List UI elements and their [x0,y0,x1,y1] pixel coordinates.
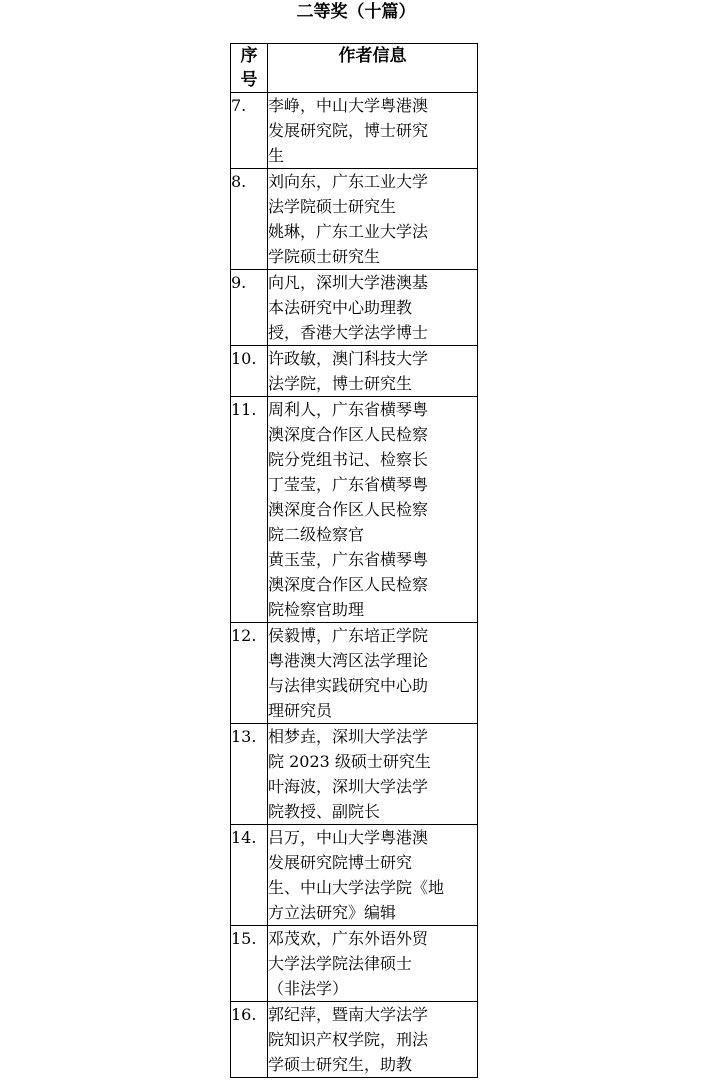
author-info-line: （非法学） [268,979,349,998]
author-info-line: 法学院硕士研究生 [268,197,397,216]
table-row [231,346,478,397]
author-info-line: 法学院，博士研究生 [268,374,413,393]
author-info-cell [268,270,478,346]
header-number-line: 序 [240,46,258,66]
author-info-line: 李峥，中山大学粤港澳 [268,96,429,115]
author-info-line: 学硕士研究生，助教 [268,1055,413,1074]
author-info-line: 粤港澳大湾区法学理论 [268,651,429,670]
table-row [231,825,478,926]
header-number [231,44,268,93]
author-info-line: 澳深度合作区人民检察 [268,500,429,519]
author-info-line: 周利人，广东省横琴粤 [268,400,429,419]
table-row [231,169,478,270]
author-info-cell [268,623,478,724]
author-info-line: 澳深度合作区人民检察 [268,575,429,594]
author-info-line: 发展研究院，博士研究 [268,121,429,140]
author-info-line: 授，香港大学法学博士 [268,323,429,342]
author-info-line: 生 [268,146,285,165]
author-info-line: 郭纪萍，暨南大学法学 [268,1005,429,1024]
row-number: 12. [231,623,268,724]
author-info-cell [268,825,478,926]
author-info-cell [268,1002,478,1078]
author-info-line: 相梦垚，深圳大学法学 [268,727,429,746]
author-info-line: 发展研究院博士研究 [268,853,413,872]
author-info-line: 院知识产权学院，刑法 [268,1030,429,1049]
row-number: 9. [231,270,268,346]
author-info-line: 院分党组书记、检察长 [268,450,429,469]
header-number-line: 号 [240,70,258,90]
author-info-line: 大学法学院法律硕士 [268,954,413,973]
author-info-cell [268,346,478,397]
author-info-line: 黄玉莹，广东省横琴粤 [268,550,429,569]
author-info-line: 理研究员 [268,701,333,720]
row-number: 15. [231,926,268,1002]
author-info-cell [268,926,478,1002]
table-row [231,926,478,1002]
author-info-line: 与法律实践研究中心助 [268,676,429,695]
author-info-line: 生、中山大学法学院《地 [268,878,445,897]
header-author-info: 作者信息 [268,44,478,93]
row-number: 7. [231,93,268,169]
author-info-cell [268,93,478,169]
table-row [231,623,478,724]
row-number: 16. [231,1002,268,1078]
author-info-line: 院检察官助理 [268,600,365,619]
author-info-line: 院 2023 级硕士研究生 [268,752,431,771]
row-number: 11. [231,397,268,623]
author-info-line: 叶海波，深圳大学法学 [268,777,429,796]
author-info-line: 丁莹莹，广东省横琴粤 [268,475,429,494]
row-number: 8. [231,169,268,270]
author-info-line: 学院硕士研究生 [268,247,381,266]
author-info-line: 姚琳，广东工业大学法 [268,222,429,241]
table-row [231,1002,478,1078]
author-info-line: 吕万，中山大学粤港澳 [268,828,429,847]
table-body [231,93,478,1078]
row-number: 10. [231,346,268,397]
author-info-cell [268,397,478,623]
table-row [231,397,478,623]
author-info-line: 刘向东，广东工业大学 [268,172,429,191]
page-title: 二等奖（十篇） [296,2,416,22]
table-row [231,270,478,346]
author-info-line: 澳深度合作区人民检察 [268,425,429,444]
author-info-line: 邓茂欢，广东外语外贸 [268,929,429,948]
author-info-cell [268,724,478,825]
author-info-line: 侯毅博，广东培正学院 [268,626,429,645]
author-info-line: 向凡，深圳大学港澳基 [268,273,429,292]
row-number: 13. [231,724,268,825]
table-row [231,724,478,825]
award-table [230,43,478,1078]
table-row [231,93,478,169]
author-info-line: 院教授、副院长 [268,802,381,821]
table-header-row [231,44,478,93]
author-info-line: 院二级检察官 [268,525,365,544]
author-info-line: 方立法研究》编辑 [268,903,397,922]
author-info-cell [268,169,478,270]
author-info-line: 本法研究中心助理教 [268,298,413,317]
author-info-line: 许政敏，澳门科技大学 [268,349,429,368]
row-number: 14. [231,825,268,926]
